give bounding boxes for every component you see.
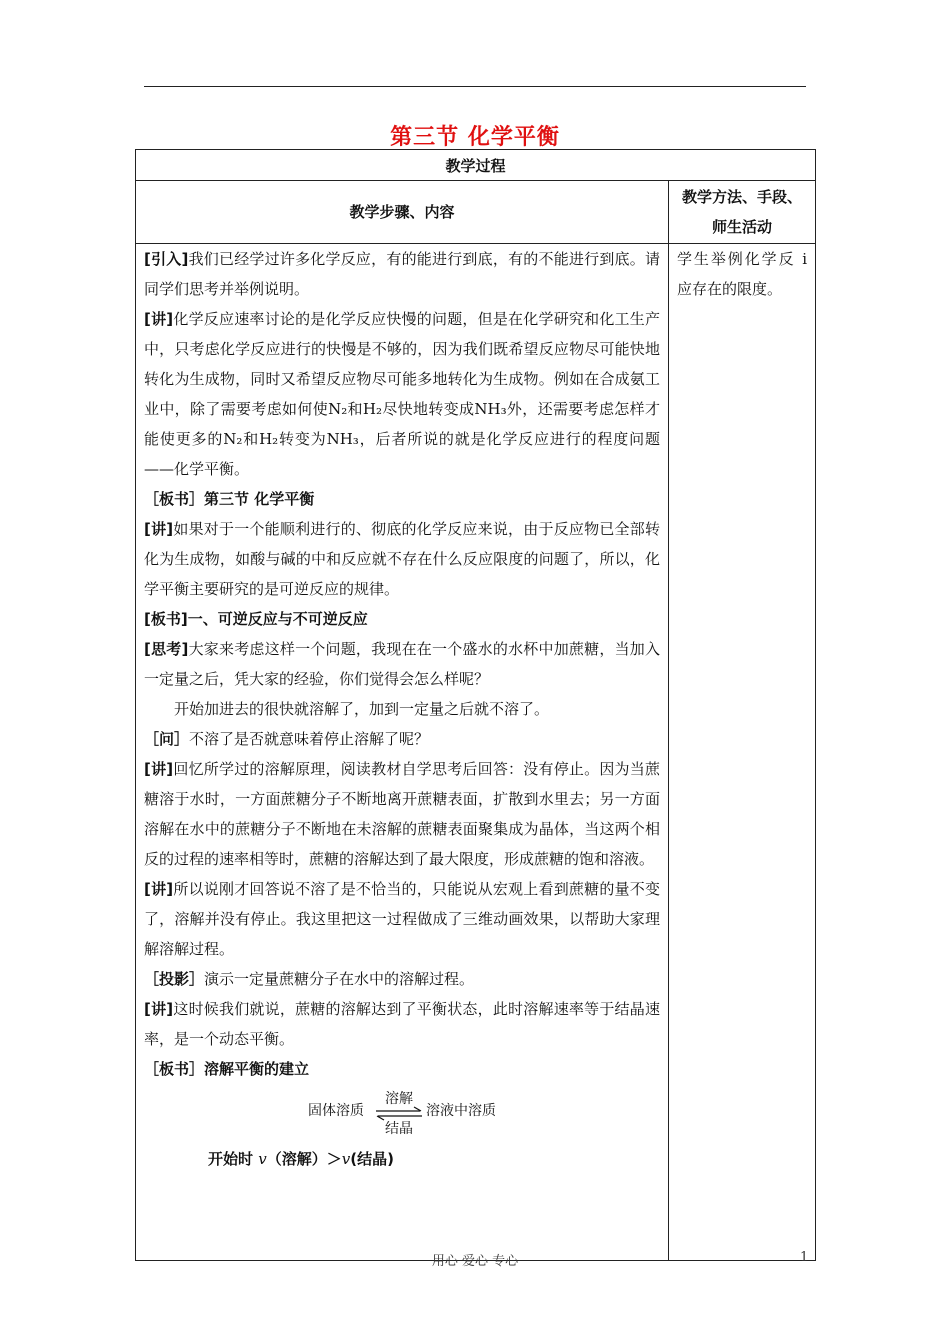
column-header-method-line1: 教学方法、手段、: [682, 188, 803, 206]
equation-right: 溶液中溶质: [426, 1103, 496, 1119]
table-header-process: 教学过程: [136, 150, 816, 181]
footer-motto: 用心 爱心 专心: [431, 1254, 519, 1269]
dissolution-equilibrium-equation: [144, 1086, 660, 1144]
page-title: 第三节 化学平衡: [390, 124, 560, 150]
paragraph-think: [思考]大家来考虑这样一个问题，我现在在一个盛水的水杯中加蔗糖，当加入一定量之后，凭大家的经验，你们觉得会怎么样呢？: [144, 640, 660, 688]
content-cell: [136, 244, 669, 1261]
side-note: 学生举例化学反 i 应存在的限度。: [677, 250, 808, 298]
column-header-content: 教学步骤、内容: [136, 181, 669, 244]
equilibrium-arrow: [374, 1088, 424, 1140]
column-header-method-line2: 师生活动: [712, 218, 773, 236]
paragraph-lecture-2: [讲]如果对于一个能顺利进行的、彻底的化学反应来说，由于反应物已全部转化为生成物，如酸与碱的中和反应就不存在什么反应限度的问题了，所以，化学平衡主要研究的是可逆反应的规律。: [144, 520, 660, 598]
paragraph-lecture-1: [讲]化学反应速率讨论的是化学反应快慢的问题，但是在化学研究和化工生产中，只考虑化学反应进行的快慢是不够的，因为我们既希望反应物尽可能快地转化为生成物，同时又希望反应物尽可能多地转化为生成物。例如在合成氨工业中，除了需要考虑如何使N₂和H₂尽快地转变成NH₃外，还需要考虑怎样才能使更多的N₂和H₂转变为NH₃，后者所说的就是化学反应进行的程度问题——化学平衡。: [144, 310, 660, 478]
rate-comparison-line: 开始时 v（溶解）＞v(结晶): [208, 1150, 394, 1168]
paragraph-lecture-5: [讲]这时候我们就说，蔗糖的溶解达到了平衡状态，此时溶解速率等于结晶速率，是一个动态平衡。: [144, 1000, 660, 1048]
page-number: 1: [800, 1250, 809, 1265]
equation-left: 固体溶质: [308, 1103, 364, 1119]
paragraph-projection: ［投影］演示一定量蔗糖分子在水中的溶解过程。: [144, 970, 475, 988]
method-cell: [669, 244, 816, 1261]
equation-reverse-label: 结晶: [385, 1121, 413, 1137]
header-rule: [144, 86, 806, 87]
paragraph-board-2: [板书]一、可逆反应与不可逆反应: [144, 610, 368, 628]
lesson-table: [135, 149, 816, 1261]
paragraph-board-1: ［板书］第三节 化学平衡: [144, 490, 315, 508]
paragraph-answer: 开始加进去的很快就溶解了，加到一定量之后就不溶了。: [174, 700, 550, 718]
paragraph-board-3: ［板书］溶解平衡的建立: [144, 1060, 310, 1078]
paragraph-intro: [引入]我们已经学过许多化学反应，有的能进行到底，有的不能进行到底。请同学们思考并举例说明。: [144, 250, 660, 298]
equation-forward-label: 溶解: [385, 1091, 413, 1107]
paragraph-lecture-4: [讲]所以说刚才回答说不溶了是不恰当的，只能说从宏观上看到蔗糖的量不变了，溶解并没有停止。我这里把这一过程做成了三维动画效果，以帮助大家理解溶解过程。: [144, 880, 660, 958]
paragraph-question: ［问］不溶了是否就意味着停止溶解了呢？: [144, 730, 430, 748]
column-header-method: [669, 181, 816, 244]
paragraph-lecture-3: [讲]回忆所学过的溶解原理，阅读教材自学思考后回答：没有停止。因为当蔗糖溶于水时，一方面蔗糖分子不断地离开蔗糖表面，扩散到水里去；另一方面溶解在水中的蔗糖分子不断地在未溶解的蔗糖表面聚集成为晶体，当这两个相反的过程的速率相等时，蔗糖的溶解达到了最大限度，形成蔗糖的饱和溶液。: [144, 760, 660, 868]
